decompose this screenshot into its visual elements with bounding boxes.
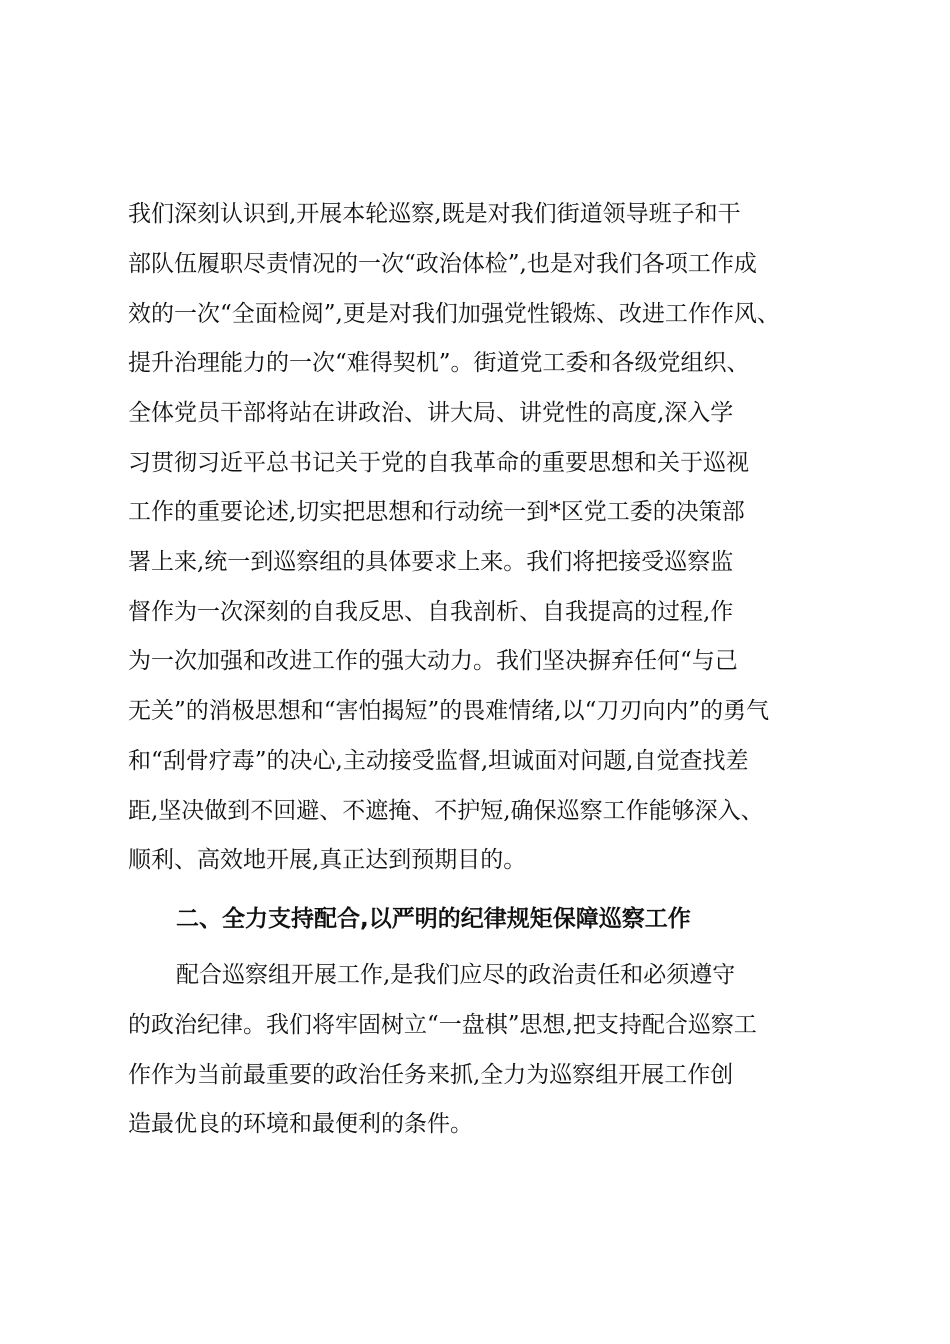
paragraph-2-line: 配合巡察组开展工作,是我们应尽的政治责任和必须遵守: [176, 962, 736, 988]
paragraph-1-line: 习贯彻习近平总书记关于党的自我革命的重要思想和关于巡视: [128, 450, 749, 476]
paragraph-1-line: 部队伍履职尽责情况的一次“政治体检”,也是对我们各项工作成: [128, 251, 757, 277]
paragraph-2-line: 造最优良的环境和最便利的条件。: [128, 1111, 473, 1137]
paragraph-2-line: 作作为当前最重要的政治任务来抓,全力为巡察组开展工作创: [128, 1062, 734, 1088]
paragraph-1-line: 和“刮骨疗毒”的决心,主动接受监督,坦诚面对问题,自觉查找差: [128, 748, 749, 774]
section-2-heading: 二、全力支持配合,以严明的纪律规矩保障巡察工作: [176, 906, 691, 932]
paragraph-1-line: 顺利、高效地开展,真正达到预期目的。: [128, 847, 527, 873]
paragraph-1-line: 无关”的消极思想和“害怕揭短”的畏难情绪,以“刀刃向内”的勇气: [128, 698, 770, 724]
paragraph-1-line: 距,坚决做到不回避、不遮掩、不护短,确保巡察工作能够深入、: [128, 798, 764, 824]
paragraph-2-line: 的政治纪律。我们将牢固树立“一盘棋”思想,把支持配合巡察工: [128, 1012, 757, 1038]
paragraph-1-line: 督作为一次深刻的自我反思、自我剖析、自我提高的过程,作: [128, 599, 734, 625]
paragraph-1-line: 为一次加强和改进工作的强大动力。我们坚决摒弃任何“与己: [128, 648, 738, 674]
paragraph-1-line: 全体党员干部将站在讲政治、讲大局、讲党性的高度,深入学: [128, 400, 734, 426]
paragraph-1-line: 效的一次“全面检阅”,更是对我们加强党性锻炼、改进工作作风、: [128, 301, 780, 327]
paragraph-1-line: 署上来,统一到巡察组的具体要求上来。我们将把接受巡察监: [128, 549, 734, 575]
paragraph-1-line: 我们深刻认识到,开展本轮巡察,既是对我们街道领导班子和干: [128, 201, 741, 227]
paragraph-1-line: 工作的重要论述,切实把思想和行动统一到*区党工委的决策部: [128, 499, 745, 525]
paragraph-1-line: 提升治理能力的一次“难得契机”。街道党工委和各级党组织、: [128, 350, 750, 376]
